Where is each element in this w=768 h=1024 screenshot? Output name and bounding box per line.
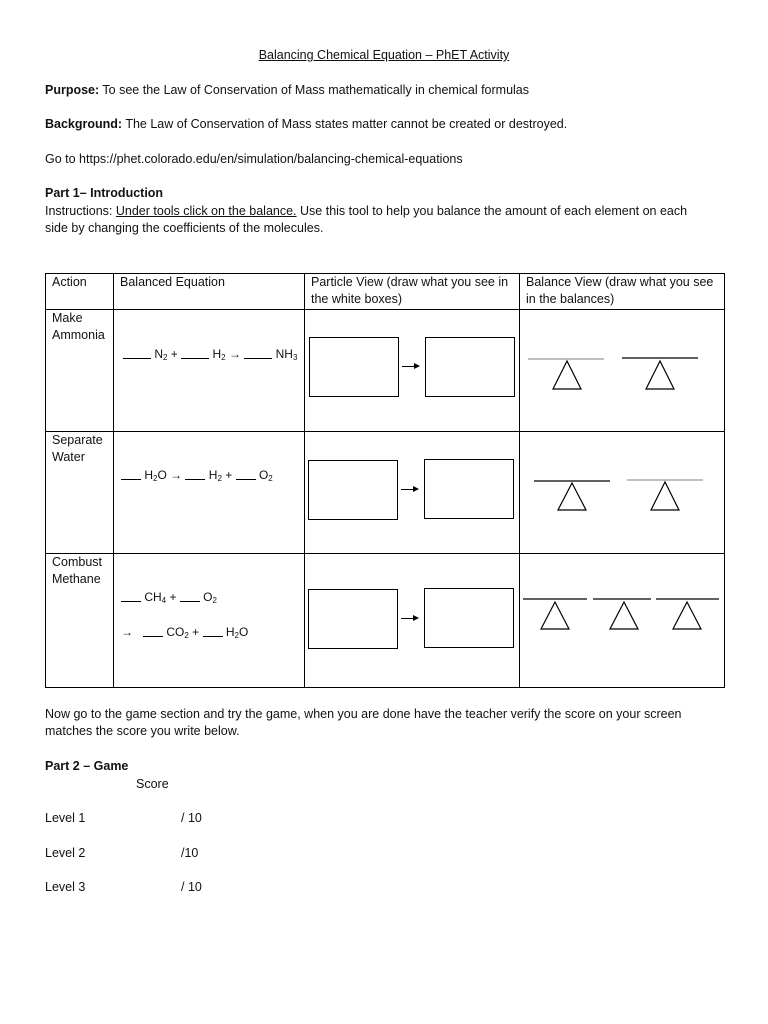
background-line — [45, 116, 567, 133]
header-particle: Particle View (draw what you see in the white boxes) — [305, 274, 520, 310]
level-label: Level 3 — [45, 880, 86, 894]
reaction-arrow: → — [170, 468, 183, 482]
coefficient-blank[interactable] — [181, 347, 209, 359]
action-label: Separate Water — [52, 433, 103, 464]
action-label: Make Ammonia — [52, 311, 105, 342]
score-header: Score — [136, 777, 169, 791]
balance-scales-icon — [520, 310, 725, 432]
balance-scales-icon — [520, 432, 725, 554]
reaction-arrow: → — [121, 625, 133, 639]
product-drawing-box[interactable] — [424, 459, 514, 519]
background-label: Background: — [45, 117, 123, 131]
action-label: Combust Methane — [52, 555, 103, 586]
particle-arrow-icon — [402, 366, 418, 367]
header-balance: Balance View (draw what you see in the balances) — [520, 274, 725, 310]
level-score[interactable]: / 10 — [181, 811, 202, 825]
part2-heading-text: Part 2 – Game — [45, 759, 129, 773]
balance-cell — [520, 432, 725, 554]
balance-cell — [520, 554, 725, 688]
coefficient-blank[interactable] — [121, 468, 141, 480]
goto-line: Go to https://phet.colorado.edu/en/simulation/balancing-chemical-equations — [45, 152, 463, 166]
part1-heading — [45, 185, 163, 202]
level-label: Level 2 — [45, 846, 86, 860]
coefficient-blank[interactable] — [123, 347, 151, 359]
particle-cell — [305, 554, 520, 688]
particle-cell — [305, 310, 520, 432]
product-drawing-box[interactable] — [424, 588, 514, 648]
coefficient-blank[interactable] — [203, 625, 223, 637]
coefficient-blank[interactable] — [143, 625, 163, 637]
methane-equation-reactants: $CH_4 + O_2$ — [121, 590, 217, 604]
reactant-drawing-box[interactable] — [308, 589, 398, 649]
particle-cell — [305, 432, 520, 554]
background-text: The Law of Conservation of Mass states matter cannot be created or destroyed. — [122, 117, 568, 131]
purpose-line — [45, 82, 529, 99]
ammonia-equation: $N_2 + H_2 \to NH_3$ — [123, 347, 297, 361]
coefficient-blank[interactable] — [180, 590, 200, 602]
product-drawing-box[interactable] — [425, 337, 515, 397]
table-row — [46, 554, 725, 688]
activity-table — [45, 273, 725, 688]
table-header-row — [46, 274, 725, 310]
equation-cell — [114, 310, 305, 432]
page-title: Balancing Chemical Equation – PhET Activity — [258, 48, 510, 62]
game-intro-line2: matches the score you write below. — [45, 724, 240, 738]
action-cell — [46, 310, 114, 432]
reactant-drawing-box[interactable] — [308, 460, 398, 520]
instructions-line1 — [45, 203, 687, 220]
purpose-label: Purpose: — [45, 83, 100, 97]
header-action: Action — [46, 274, 114, 310]
header-equation: Balanced Equation — [114, 274, 305, 310]
level-score[interactable]: /10 — [181, 846, 199, 860]
coefficient-blank[interactable] — [121, 590, 141, 602]
table-row — [46, 310, 725, 432]
table-row — [46, 432, 725, 554]
level-score[interactable]: / 10 — [181, 880, 202, 894]
balance-scales-icon — [520, 554, 725, 688]
instructions-label: Instructions: — [45, 204, 116, 218]
methane-equation-products: → $CO_2 + H_2O$ — [121, 625, 249, 640]
instructions-line2: side by changing the coefficients of the molecules. — [45, 221, 324, 235]
coefficient-blank[interactable] — [244, 347, 272, 359]
coefficient-blank[interactable] — [185, 468, 205, 480]
equation-cell — [114, 554, 305, 688]
equation-cell — [114, 432, 305, 554]
particle-arrow-icon — [401, 489, 417, 490]
part1-heading-text: Part 1– Introduction — [45, 186, 164, 200]
purpose-text: To see the Law of Conservation of Mass mathematically in chemical formulas — [99, 83, 530, 97]
part2-heading — [45, 758, 128, 775]
action-cell — [46, 554, 114, 688]
reactant-drawing-box[interactable] — [309, 337, 399, 397]
particle-arrow-icon — [401, 618, 417, 619]
balance-cell — [520, 310, 725, 432]
instructions-underlined: Under tools click on the balance. — [115, 204, 297, 218]
coefficient-blank[interactable] — [236, 468, 256, 480]
reaction-arrow: → — [228, 347, 241, 361]
water-equation: $H_2O \to H_2 + O_2$ — [121, 468, 273, 482]
action-cell — [46, 432, 114, 554]
game-intro-line1: Now go to the game section and try the game, when you are done have the teacher verify the score on your screen — [45, 707, 682, 721]
level-label: Level 1 — [45, 811, 86, 825]
instructions-rest: Use this tool to help you balance the amount of each element on each — [296, 204, 688, 218]
